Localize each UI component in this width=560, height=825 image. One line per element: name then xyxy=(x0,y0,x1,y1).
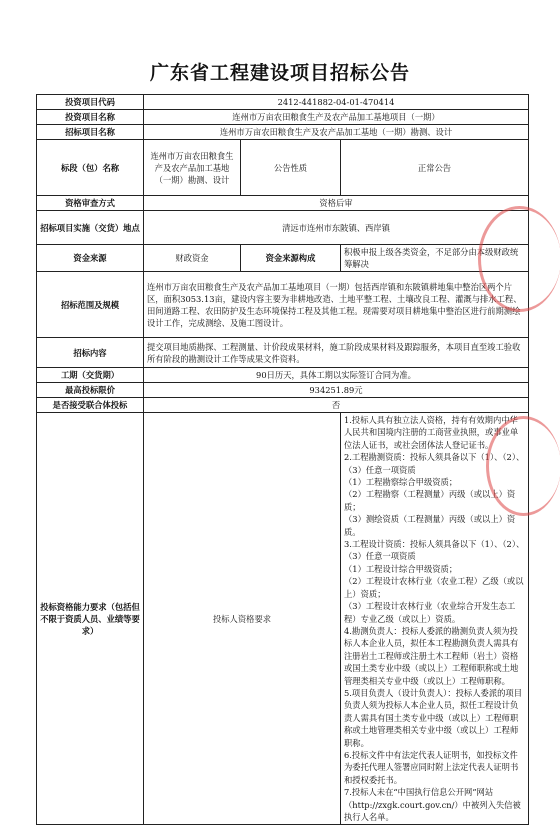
table-row xyxy=(37,95,529,110)
list-item: 2.工程勘测资质：投标人须具备以下（1）、（2）、（3）任意一项资质 xyxy=(344,452,525,475)
project-code-label: 投资项目代码 xyxy=(37,95,144,110)
notice-type-value: 正常公告 xyxy=(341,140,529,196)
funds-label: 资金来源 xyxy=(37,245,144,272)
list-item: 3.工程设计资质：投标人须具备以下（1）、（2）、（3）任意一项资质 xyxy=(344,539,525,562)
list-item: （1）工程勘察综合甲级资质； xyxy=(344,477,458,488)
consortium-label: 是否接受联合体投标 xyxy=(37,398,144,413)
table-row xyxy=(37,398,529,413)
list-item: 6.投标文件中有法定代表人证明书，如投标文件为委托代理人签署应同时附上法定代表人证明书和授权委托书。 xyxy=(344,749,519,785)
list-item: 1.投标人具有独立法人资格，持有有效期内中华人民共和国境内注册的工商营业执照，或事业单位法人证书，或社会团体法人登记证书。 xyxy=(344,415,519,450)
location-value: 清远市连州市东陂镇、西岸镇 xyxy=(144,211,529,245)
table-row xyxy=(37,196,529,211)
scope-label: 招标范围及规模 xyxy=(37,272,144,338)
project-code-value: 2412-441882-04-01-470414 xyxy=(144,95,529,110)
list-item: （2）工程勘察（工程测量）丙级（或以上）资质； xyxy=(344,489,516,512)
table-row xyxy=(37,125,529,140)
tender-table xyxy=(36,94,529,825)
content-label: 招标内容 xyxy=(37,338,144,368)
max-price-label: 最高投标限价 xyxy=(37,383,144,398)
lot-value: 连州市万亩农田粮食生产及农产品加工基地（一期）勘测、设计 xyxy=(144,140,241,196)
page-title: 广东省工程建设项目招标公告 xyxy=(149,62,410,84)
max-price-value: 934251.89元 xyxy=(144,383,529,398)
qual-method-value: 资格后审 xyxy=(144,196,529,211)
table-row xyxy=(37,110,529,125)
list-item: 4.勘测负责人：投标人委派的勘测负责人须为投标人本企业人员，拟任本工程勘测负责人需具有注册岩土工程师或注册土木工程师（岩土）资格或国土类专业中级（或以上）工程师职称或土地管理类相关专业中级（或以上）工程师职称。 xyxy=(344,625,519,686)
table-row xyxy=(37,272,529,338)
list-item: （3）测绘资质（工程测量）丙级（或以上）资质。 xyxy=(344,514,516,537)
qual-method-label: 资格审查方式 xyxy=(37,196,144,211)
period-value: 90日历天，具体工期以实际签订合同为准。 xyxy=(144,368,529,383)
funds-value: 财政资金 xyxy=(144,245,241,272)
lot-label: 标段（包）名称 xyxy=(37,140,144,196)
table-row xyxy=(37,245,529,272)
table-row xyxy=(37,383,529,398)
project-name-value: 连州市万亩农田粮食生产及农产品加工基地项目（一期） xyxy=(144,110,529,125)
list-item: 5.项目负责人（设计负责人）：投标人委派的项目负责人须为投标人本企业人员，拟任工程设计负责人需具有国土类专业中级（或以上）工程师职称或土地管理类相关专业中级（或以上）工程师职称。 xyxy=(344,687,523,748)
notice-type-label: 公告性质 xyxy=(241,140,341,196)
project-name-label: 投资项目名称 xyxy=(37,110,144,125)
list-item: （1）工程设计综合甲级资质； xyxy=(344,563,458,574)
table-row xyxy=(37,140,529,196)
funds-composition-label: 资金来源构成 xyxy=(241,245,341,272)
content-value: 提交项目地质勘探、工程测量、计价段成果材料，施工阶段成果材料及跟踪服务，本项目直至竣工验收所有阶段的勘测设计工作等成果文件资料。 xyxy=(144,338,529,368)
requirements-mid-label: 投标人资格要求 xyxy=(144,413,341,825)
period-label: 工期（交货期） xyxy=(37,368,144,383)
list-item: 7.投标人未在“中国执行信息公开网”网站（http://zxgk.court.gov.cn/）中被列入失信被执行人名单。 xyxy=(344,787,521,822)
list-item: （2）工程设计农林行业（农业工程）乙级（或以上）资质； xyxy=(344,576,524,599)
requirements-list xyxy=(341,413,529,825)
tender-name-label: 招标项目名称 xyxy=(37,125,144,140)
list-item: （3）工程设计农林行业（农业综合开发生态工程）专业乙级（或以上）资质。 xyxy=(344,601,516,624)
funds-composition-value: 积极申报上级各类资金，不足部分由本级财政统筹解决 xyxy=(341,245,529,272)
table-row xyxy=(37,211,529,245)
table-row xyxy=(37,368,529,383)
table-row xyxy=(37,338,529,368)
consortium-value: 否 xyxy=(144,398,529,413)
tender-name-value: 连州市万亩农田粮食生产及农产品加工基地（一期）勘测、设计 xyxy=(144,125,529,140)
location-label: 招标项目实施（交货）地点 xyxy=(37,211,144,245)
table-row xyxy=(37,413,529,825)
requirements-label: 投标资格能力要求（包括但不限于资质人员、业绩等要求） xyxy=(37,413,144,825)
scope-value: 连州市万亩农田粮食生产及农产品加工基地项目（一期）包括西岸镇和东陂镇耕地集中整治区两个片区，面积3053.13亩，建设内容主要为非耕地改造、土地平整工程、土壤改良工程、灌溉与排水工程、田间道路工程、农田防护及生态环境保持工程及其他工程。现需要对项目耕地集中整治区进行前期测绘设计工作，完成测绘、及施工图设计。 xyxy=(144,272,529,338)
